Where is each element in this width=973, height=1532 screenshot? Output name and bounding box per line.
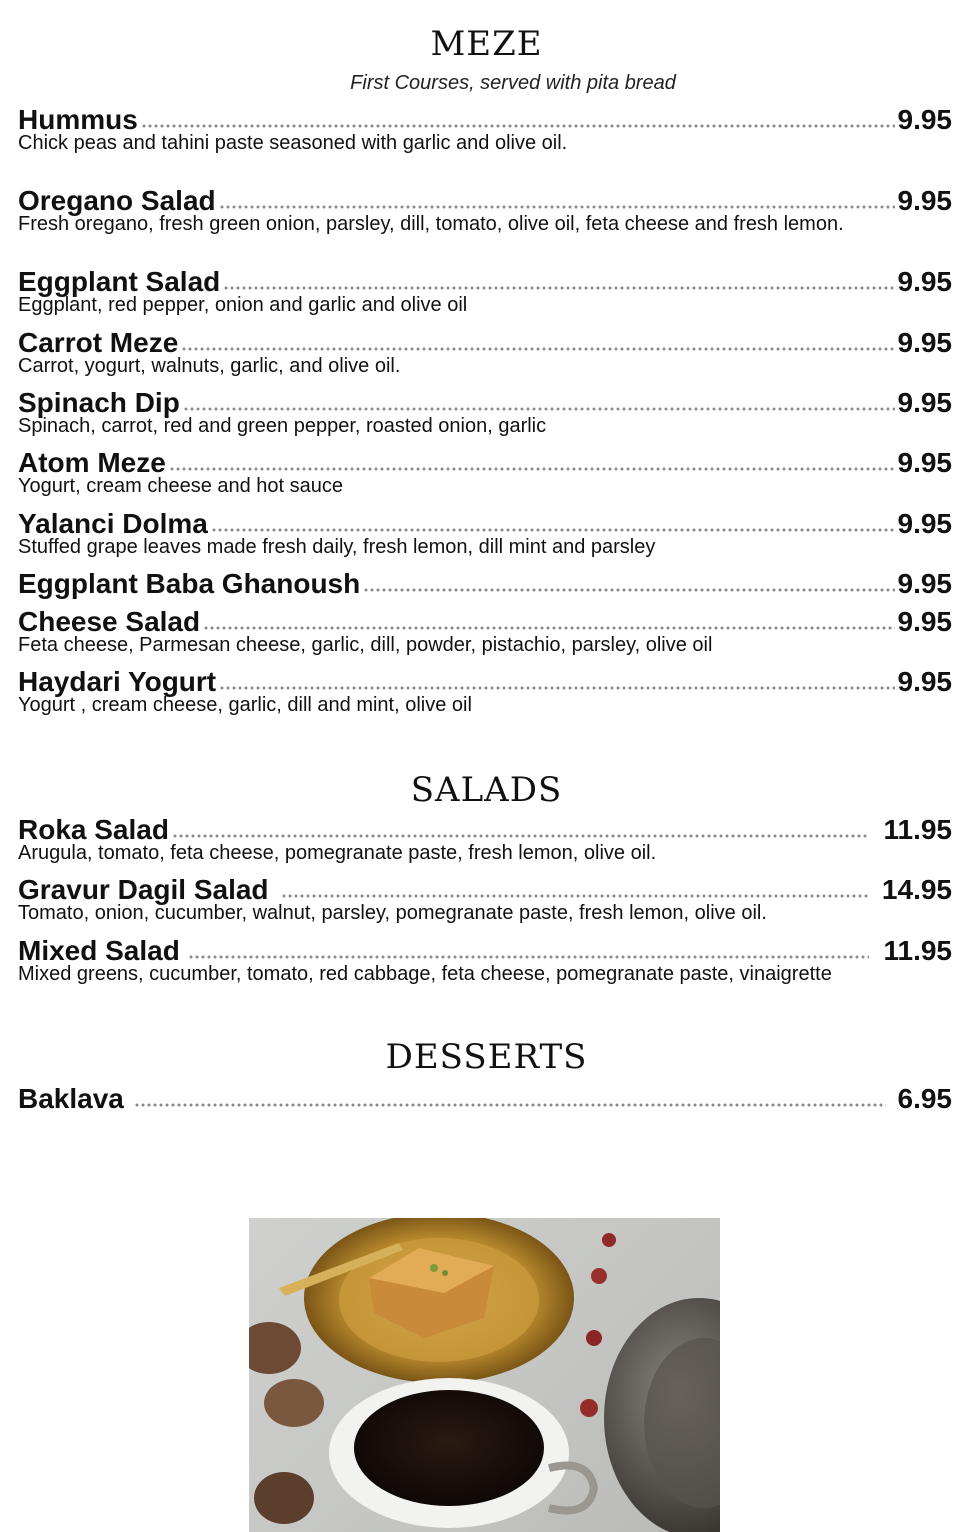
item-name: Mixed Salad — [18, 935, 180, 966]
menu-item-atom-meze — [18, 447, 952, 497]
dot-leader — [281, 893, 868, 899]
baklava-coffee-photo — [249, 1218, 720, 1532]
item-name: Carrot Meze — [18, 327, 179, 358]
item-description: Carrot, yogurt, walnuts, garlic, and olive oil. — [18, 355, 401, 377]
item-description: Arugula, tomato, feta cheese, pomegranate paste, fresh lemon, olive oil. — [18, 842, 657, 864]
item-description: Tomato, onion, cucumber, walnut, parsley, pomegranate paste, fresh lemon, olive oil. — [18, 902, 767, 924]
dried-cranberry — [591, 1268, 607, 1284]
item-description: Chick peas and tahini paste seasoned with garlic and olive oil. — [18, 132, 568, 154]
item-description: Spinach, carrot, red and green pepper, roasted onion, garlic — [18, 415, 547, 437]
item-name: Yalanci Dolma — [18, 508, 208, 539]
item-name: Eggplant Baba Ghanoush — [18, 568, 361, 599]
dot-leader — [223, 285, 894, 291]
item-name: Oregano Salad — [18, 185, 216, 216]
dried-cranberry — [586, 1330, 602, 1346]
item-price: 9.95 — [897, 606, 952, 637]
item-price: 11.95 — [883, 935, 952, 966]
salads-section-title: SALADS — [410, 770, 563, 810]
item-description: Feta cheese, Parmesan cheese, garlic, dill, powder, pistachio, parsley, olive oil — [18, 634, 713, 656]
dried-cranberry — [602, 1233, 616, 1247]
item-price: 9.95 — [897, 104, 952, 135]
menu-item-carrot-meze — [18, 327, 952, 377]
item-price: 9.95 — [897, 508, 952, 539]
dot-leader — [219, 685, 894, 691]
dried-fig — [249, 1322, 301, 1374]
item-price: 9.95 — [897, 327, 952, 358]
item-description: Eggplant, red pepper, onion and garlic and olive oil — [18, 294, 468, 316]
item-price: 9.95 — [897, 266, 952, 297]
item-price: 9.95 — [897, 666, 952, 697]
item-price: 11.95 — [883, 814, 952, 845]
dot-leader — [211, 527, 895, 533]
dried-fig — [254, 1472, 314, 1524]
menu-item-gravur-dagil-salad — [18, 874, 952, 924]
item-name: Baklava — [18, 1083, 124, 1114]
dot-leader — [203, 625, 894, 631]
item-price: 9.95 — [897, 185, 952, 216]
dot-leader — [134, 1102, 886, 1108]
item-price: 14.95 — [881, 874, 952, 905]
item-price: 9.95 — [897, 447, 952, 478]
item-description: Yogurt , cream cheese, garlic, dill and mint, olive oil — [18, 694, 472, 716]
dot-leader — [181, 346, 894, 352]
menu-item-oregano-salad — [18, 185, 952, 235]
item-name: Gravur Dagil Salad — [18, 874, 269, 905]
dot-leader — [141, 123, 895, 129]
menu-item-roka-salad — [18, 814, 952, 864]
dot-leader — [169, 466, 895, 472]
baklava-coffee-illustration — [249, 1218, 720, 1532]
dot-leader — [363, 587, 894, 593]
dried-fig — [264, 1379, 324, 1427]
coffee — [354, 1390, 544, 1506]
item-name: Haydari Yogurt — [18, 666, 217, 697]
menu-item-yalanci-dolma — [18, 508, 952, 558]
item-description: Yogurt, cream cheese and hot sauce — [18, 475, 344, 497]
dot-leader — [172, 833, 870, 839]
menu-item-eggplant-baba-ghanoush — [18, 568, 952, 598]
item-description: Stuffed grape leaves made fresh daily, fresh lemon, dill mint and parsley — [18, 536, 656, 558]
dot-leader — [219, 204, 895, 210]
item-description: Mixed greens, cucumber, tomato, red cabbage, feta cheese, pomegranate paste, vinaigrette — [18, 963, 832, 985]
dot-leader — [188, 954, 870, 960]
menu-item-spinach-dip — [18, 387, 952, 437]
desserts-section-title: DESSERTS — [385, 1037, 588, 1077]
item-name: Eggplant Salad — [18, 266, 221, 297]
menu-item-haydari-yogurt — [18, 666, 952, 716]
dried-cranberry — [580, 1399, 598, 1417]
item-price: 6.95 — [897, 1083, 952, 1114]
item-name: Spinach Dip — [18, 387, 180, 418]
menu-item-hummus — [18, 104, 952, 154]
item-description: Fresh oregano, fresh green onion, parsley, dill, tomato, olive oil, feta cheese and fresh lemon. — [18, 213, 844, 235]
menu-item-baklava — [18, 1083, 952, 1113]
item-name: Atom Meze — [18, 447, 166, 478]
meze-subtitle: First Courses, served with pita bread — [350, 72, 676, 94]
item-price: 9.95 — [897, 387, 952, 418]
item-name: Cheese Salad — [18, 606, 201, 637]
item-name: Hummus — [18, 104, 138, 135]
menu-item-mixed-salad — [18, 935, 952, 985]
meze-section-title: MEZE — [430, 24, 543, 64]
menu-item-eggplant-salad — [18, 266, 952, 316]
menu-item-cheese-salad — [18, 606, 952, 656]
item-price: 9.95 — [897, 568, 952, 599]
dot-leader — [183, 406, 895, 412]
item-name: Roka Salad — [18, 814, 169, 845]
